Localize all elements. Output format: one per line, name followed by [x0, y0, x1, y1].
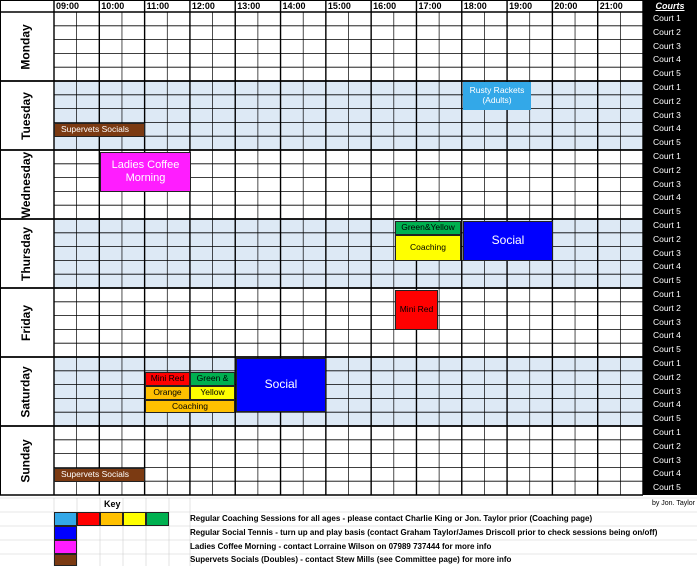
court-label: Court 2 [643, 233, 697, 247]
block-orange-saturday-label: Orange [153, 387, 182, 398]
court-label: Court 5 [643, 343, 697, 357]
block-rusty-rackets [463, 82, 531, 110]
court-label: Court 1 [643, 426, 697, 440]
block-supervets-tuesday [54, 123, 145, 137]
time-header: 20:00 [554, 1, 578, 11]
court-label: Court 4 [643, 398, 697, 412]
block-ladies-coffee-line1: Ladies Coffee [111, 159, 180, 172]
day-label-thursday: Thursday [19, 226, 34, 281]
time-header: 13:00 [237, 1, 261, 11]
court-label: Court 5 [643, 67, 697, 81]
time-header: 19:00 [509, 1, 533, 11]
court-label: Court 5 [643, 205, 697, 219]
court-label: Court 1 [643, 219, 697, 233]
block-social-thursday-label: Social [491, 233, 525, 248]
court-label: Court 5 [643, 136, 697, 150]
block-coaching-saturday [145, 400, 235, 413]
court-label: Court 1 [643, 288, 697, 302]
legend-supervets-swatch [54, 554, 77, 566]
block-mini-red-friday-label: Mini Red [399, 304, 434, 315]
legend-coaching-text: Regular Coaching Sessions for all ages - please contact Charlie King or Jon. Taylor prior (Coaching page) [190, 514, 593, 523]
court-label: Court 2 [643, 26, 697, 40]
block-mini-red-saturday-label: Mini Red [150, 373, 185, 384]
legend-key-label: Key [104, 499, 121, 509]
legend-ladies-swatch [54, 540, 77, 554]
legend-coaching-swatch [123, 512, 146, 526]
court-label: Court 5 [643, 274, 697, 288]
court-label: Court 2 [643, 371, 697, 385]
courts-header: Courts [643, 0, 697, 12]
court-label: Court 4 [643, 260, 697, 274]
court-label: Court 1 [643, 12, 697, 26]
legend-coaching-swatch [77, 512, 100, 526]
day-label-tuesday: Tuesday [18, 91, 33, 140]
court-label: Court 3 [643, 385, 697, 399]
day-label-sunday: Sunday [19, 438, 33, 483]
block-ladies-coffee-morning [100, 152, 191, 192]
block-rusty-rackets-line1: Rusty Rackets [469, 85, 525, 96]
court-label: Court 3 [643, 454, 697, 468]
time-header: 10:00 [101, 1, 125, 11]
day-label-wednesday: Wednesday [19, 151, 33, 218]
time-header: 14:00 [282, 1, 306, 11]
block-yellow-saturday [190, 386, 235, 400]
court-label: Court 4 [643, 53, 697, 67]
legend-supervets-text: Supervets Socials (Doubles) - contact Stew Mills (see Committee page) for more info [190, 555, 512, 564]
legend-coaching-swatch [54, 512, 77, 526]
block-social-thursday [463, 221, 553, 261]
court-label: Court 4 [643, 191, 697, 205]
block-green-yellow-label: Green&Yellow [401, 222, 455, 233]
court-label: Court 1 [643, 357, 697, 371]
block-green-yellow-thursday [395, 221, 461, 235]
block-supervets-sunday [54, 468, 145, 482]
block-mini-red-friday [395, 290, 438, 330]
block-coaching-saturday-label: Coaching [172, 400, 208, 411]
court-label: Court 3 [643, 247, 697, 261]
time-header: 16:00 [373, 1, 397, 11]
court-label: Court 2 [643, 302, 697, 316]
block-orange-saturday [145, 386, 190, 400]
court-label: Court 5 [643, 412, 697, 426]
credit-text: by Jon. Taylor [651, 500, 695, 507]
block-green-saturday [190, 372, 235, 386]
block-yellow-saturday-label: Yellow [200, 387, 225, 398]
time-header: 11:00 [146, 1, 170, 11]
court-label: Court 2 [643, 95, 697, 109]
legend-coaching-swatch [100, 512, 123, 526]
day-label-monday: Monday [19, 23, 33, 70]
court-label: Court 3 [643, 178, 697, 192]
legend-ladies-text: Ladies Coffee Morning - contact Lorraine Wilson on 07989 737444 for more info [190, 542, 492, 551]
court-label: Court 2 [643, 440, 697, 454]
block-green-saturday-label: Green & [196, 373, 229, 384]
time-header: 17:00 [418, 1, 442, 11]
court-label: Court 3 [643, 40, 697, 54]
court-label: Court 3 [643, 109, 697, 123]
time-header: 21:00 [599, 1, 623, 11]
legend-social-swatch [54, 526, 77, 540]
court-label: Court 2 [643, 164, 697, 178]
block-supervets-tuesday-label: Supervets Socials [61, 124, 130, 135]
court-label: Court 1 [643, 150, 697, 164]
time-header: 09:00 [56, 1, 80, 11]
block-coaching-thursday [395, 235, 461, 261]
block-ladies-coffee-line2: Morning [125, 172, 166, 184]
court-label: Court 1 [643, 81, 697, 95]
block-social-saturday-label: Social [264, 377, 298, 392]
legend-coaching-swatch [146, 512, 169, 526]
court-label: Court 5 [643, 481, 697, 495]
time-header: 15:00 [327, 1, 351, 11]
court-label: Court 4 [643, 122, 697, 136]
court-label: Court 4 [643, 467, 697, 481]
time-header: 12:00 [191, 1, 215, 11]
block-social-saturday [236, 358, 326, 412]
court-label: Court 3 [643, 316, 697, 330]
block-coaching-thursday-label: Coaching [410, 242, 446, 253]
block-mini-red-saturday [145, 372, 190, 386]
day-label-saturday: Saturday [18, 365, 33, 418]
court-label: Court 4 [643, 329, 697, 343]
time-header: 18:00 [463, 1, 487, 11]
legend-social-text: Regular Social Tennis - turn up and play basis (contact Graham Taylor/James Driscoll prior to check sessions being on/off) [190, 528, 658, 537]
day-label-friday: Friday [18, 304, 33, 341]
block-supervets-sunday-label: Supervets Socials [61, 469, 130, 480]
block-rusty-rackets-line2: (Adults) [482, 95, 512, 105]
